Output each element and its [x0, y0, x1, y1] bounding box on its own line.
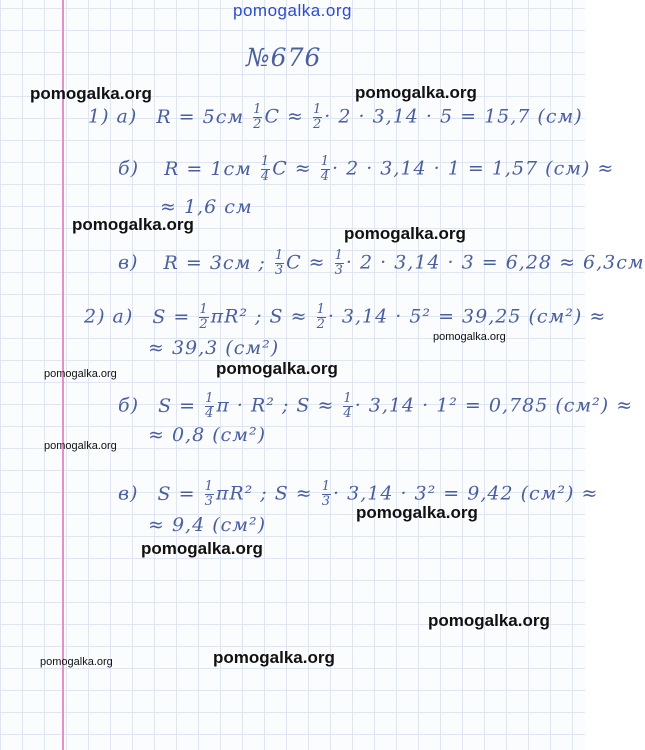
fraction: $\frac{1}{3}$	[274, 248, 285, 278]
item-label: в)	[118, 482, 139, 505]
fraction: $\frac{1}{4}$	[343, 391, 353, 421]
solution-line-1a	[88, 103, 583, 132]
radius: R = 3см ;	[163, 251, 266, 274]
solution-line-1c	[118, 249, 645, 278]
item-label: 1) а)	[88, 105, 138, 128]
result: · 3,14 · 3² = 9,42 (см²) ≈	[333, 482, 599, 505]
radius: R = 5см	[156, 105, 245, 128]
expression: πR² ; S ≈	[210, 305, 308, 328]
watermark: pomogalka.org	[355, 83, 477, 102]
fraction: $\frac{1}{2}$	[316, 302, 326, 332]
expression: С ≈	[272, 157, 312, 180]
watermark: pomogalka.org	[141, 539, 263, 558]
area-formula: S =	[158, 394, 197, 417]
expression: С ≈	[264, 105, 304, 128]
solution-line-2b	[118, 392, 633, 421]
result: · 2 · 3,14 · 1 = 1,57 (см) ≈	[332, 157, 615, 180]
solution-line-2a	[84, 303, 606, 332]
fraction: $\frac{1}{4}$	[320, 154, 331, 184]
item-label: б)	[118, 394, 140, 417]
watermark: pomogalka.org	[44, 368, 117, 380]
area-formula: S =	[157, 482, 196, 505]
fraction: $\frac{1}{4}$	[260, 154, 271, 184]
expression: π · R² ; S ≈	[216, 394, 335, 417]
area-formula: S =	[152, 305, 191, 328]
result: · 2 · 3,14 · 3 = 6,28 ≈ 6,3см	[345, 251, 645, 274]
watermark: pomogalka.org	[72, 215, 194, 234]
watermark: pomogalka.org	[213, 648, 335, 667]
watermark: pomogalka.org	[344, 224, 466, 243]
fraction: $\frac{1}{3}$	[321, 479, 332, 509]
site-header-link[interactable]: pomogalka.org	[233, 1, 352, 20]
item-label: в)	[118, 251, 139, 274]
solution-line-1b-cont: ≈ 1,6 см	[160, 196, 253, 218]
fraction: $\frac{1}{2}$	[313, 102, 323, 132]
expression: С ≈	[286, 251, 326, 274]
fraction: $\frac{1}{2}$	[199, 302, 209, 332]
watermark: pomogalka.org	[40, 656, 113, 668]
fraction: $\frac{1}{3}$	[334, 248, 344, 278]
fraction: $\frac{1}{3}$	[204, 479, 214, 509]
solution-line-1b	[118, 155, 614, 184]
solution-line-2a-cont: ≈ 39,3 (см²)	[148, 337, 280, 359]
watermark: pomogalka.org	[356, 503, 478, 522]
result: · 3,14 · 5² = 39,25 (см²) ≈	[327, 305, 607, 328]
result: · 2 · 3,14 · 5 = 15,7 (см)	[324, 105, 583, 128]
watermark: pomogalka.org	[433, 331, 506, 343]
item-label: б)	[118, 157, 140, 180]
solution-line-2b-cont: ≈ 0,8 (см²)	[148, 424, 267, 446]
result: · 3,14 · 1² = 0,785 (см²) ≈	[354, 394, 634, 417]
watermark: pomogalka.org	[30, 84, 152, 103]
problem-number: №676	[246, 43, 322, 72]
item-label: 2) а)	[84, 305, 134, 328]
solution-line-2c-cont: ≈ 9,4 (см²)	[148, 514, 267, 536]
fraction: $\frac{1}{4}$	[205, 391, 215, 421]
radius: R = 1см	[164, 157, 252, 180]
watermark: pomogalka.org	[44, 440, 117, 452]
fraction: $\frac{1}{2}$	[253, 102, 263, 132]
expression: πR² ; S ≈	[215, 482, 313, 505]
watermark: pomogalka.org	[428, 611, 550, 630]
watermark: pomogalka.org	[216, 359, 338, 378]
